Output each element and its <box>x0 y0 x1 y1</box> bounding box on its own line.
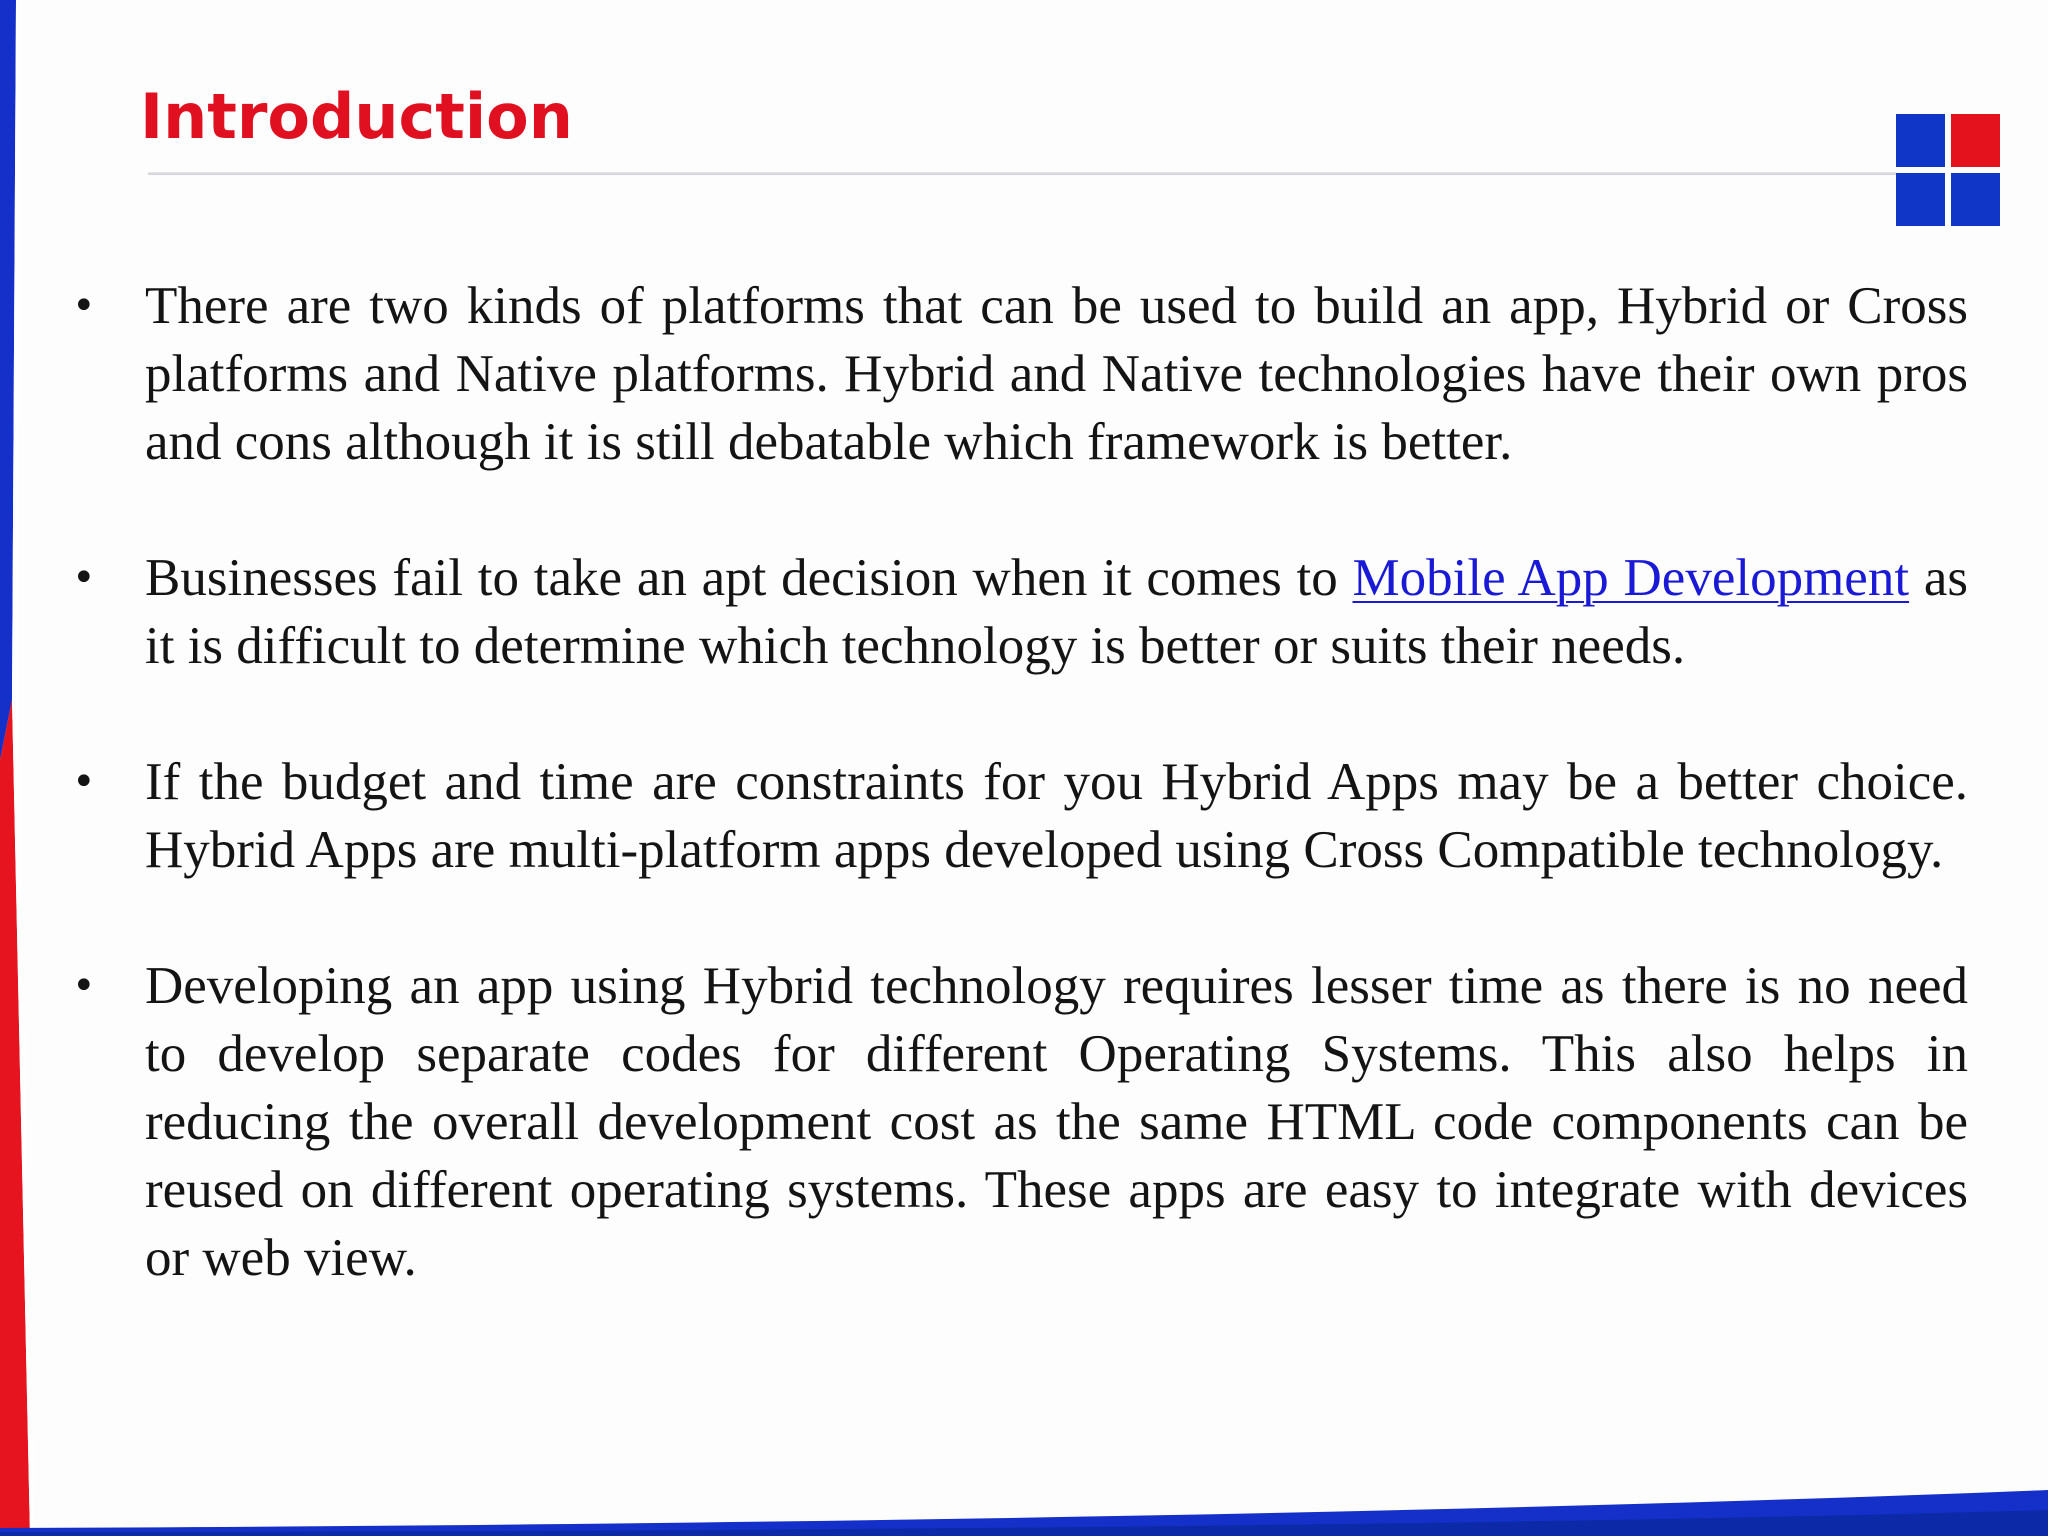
bullet-item-budget <box>72 748 1968 884</box>
left-decorative-stripes <box>0 0 40 1536</box>
bullet-text: If the budget and time are constraints for you Hybrid Apps may be a better choice. Hybrid Apps are multi-platform apps developed using Cross Compatible technology. <box>145 753 1968 879</box>
bottom-decorative-wave <box>0 1476 2048 1536</box>
bullet-item-hybrid-benefits <box>72 952 1968 1292</box>
bullet-text-continued: as it is difficult to determine which technology is better or suits their needs. <box>145 549 1968 675</box>
bullet-dot-icon: • <box>72 759 96 805</box>
bullet-dot-icon: • <box>72 283 96 329</box>
title-divider <box>148 172 1896 175</box>
bullet-item-platforms <box>72 272 1968 476</box>
logo-square-bottom-left <box>1896 173 1945 226</box>
slide-title: Introduction <box>140 80 573 153</box>
bullet-text: Businesses fail to take an apt decision when it comes to <box>145 549 1353 607</box>
mobile-app-development-link[interactable]: Mobile App Development <box>1352 549 1910 607</box>
logo-square-bottom-right <box>1951 173 2000 226</box>
bullet-text: There are two kinds of platforms that can be used to build an app, Hybrid or Cross platforms and Native platforms. Hybrid and Native technologies have their own pros and cons although it is still debatable which framework is better. <box>145 277 1968 471</box>
bullet-item-businesses <box>72 544 1968 680</box>
bullet-dot-icon: • <box>72 963 96 1009</box>
logo-square-top-right <box>1951 114 2000 167</box>
bullet-list <box>72 272 1968 1360</box>
bullet-text: Developing an app using Hybrid technology requires lesser time as there is no need to develop separate codes for different Operating Systems. This also helps in reducing the overall development cost as the same HTML code components can be reused on different operating systems. These apps are easy to integrate with devices or web view. <box>145 957 1968 1287</box>
bullet-dot-icon: • <box>72 555 96 601</box>
four-squares-logo-icon <box>1896 114 2000 226</box>
logo-square-top-left <box>1896 114 1945 167</box>
